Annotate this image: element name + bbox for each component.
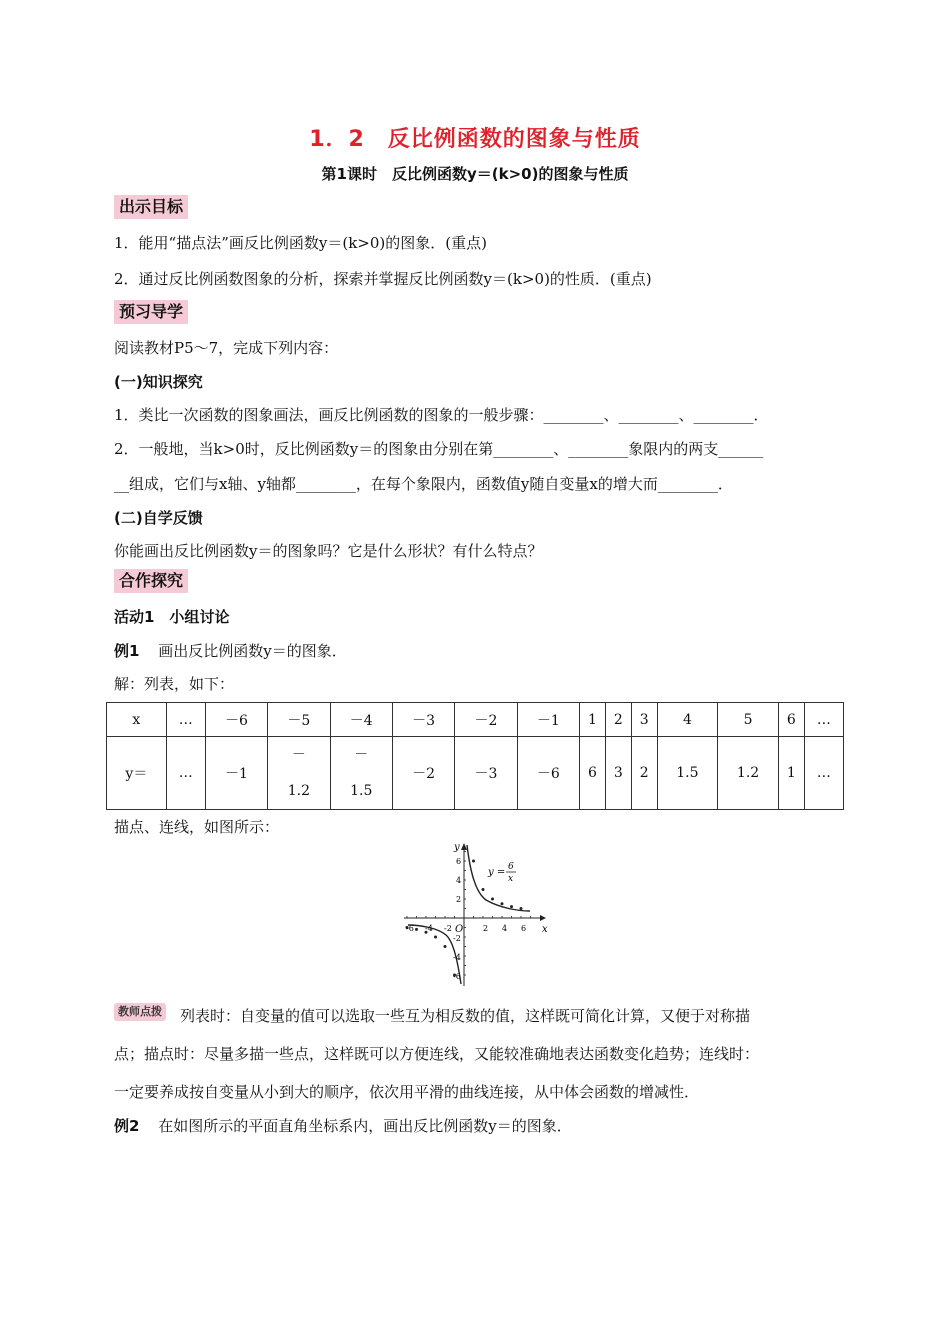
plot-caption: 描点、连线，如图所示： [114,818,280,836]
plotted-point [520,907,523,910]
table-cell: 4 [657,703,718,737]
table-cell: 1 [778,737,804,810]
table-cell: －1 [205,737,267,810]
table-cell: … [804,737,843,810]
y-tick-label: -6 [453,972,461,981]
page-title: 1．2 反比例函数的图象与性质 [309,127,641,152]
table-cell: －5 [268,703,330,737]
goal-2: 2．通过反比例函数图象的分析，探索并掌握反比例函数y＝(k>0)的性质．(重点) [114,270,652,288]
table-cell: 2 [631,737,657,810]
table-cell: 1 [580,703,606,737]
function-prefix: y = [488,867,506,878]
y-tick-label: 6 [456,857,462,866]
y-tick-label: -2 [453,934,461,943]
table-cell: 3 [605,737,631,810]
x-tick-label: -2 [444,924,452,933]
x-axis-label: x [542,924,548,935]
page-subtitle: 第1课时 反比例函数y＝(k>0)的图象与性质 [321,165,629,183]
plotted-point [444,945,447,948]
activity-title: 活动1 小组讨论 [114,608,230,626]
plotted-point [434,936,437,939]
goal-1: 1．能用“描点法”画反比例函数y＝(k>0)的图象．(重点) [114,234,487,252]
table-cell: 6 [580,737,606,810]
table-cell: … [166,737,205,810]
example-1 [114,640,347,661]
x-tick-label: 6 [521,924,527,933]
x-axis-arrow [540,915,546,921]
table-cell: 1.5 [657,737,718,810]
table-cell: 2 [605,703,631,737]
function-denominator: x [508,874,514,884]
example-2-text: 在如图所示的平面直角坐标系内，画出反比例函数y＝的图象． [158,1117,572,1135]
tip-line-2: 点；描点时：尽量多描一些点，这样既可以方便连线，又能较准确地表达函数变化趋势；连线时： [114,1045,760,1063]
teacher-tip-badge: 教师点拨 [114,1003,166,1021]
table-cell: －6 [517,737,579,810]
table-cell: x [107,703,167,737]
table-row-x [107,703,844,737]
table-cell: 3 [631,703,657,737]
table-cell: －3 [392,703,454,737]
example-1-text: 画出反比例函数y＝的图象． [158,642,347,660]
plotted-point [482,888,485,891]
x-tick-label: 2 [483,924,489,933]
tip-line-3: 一定要养成按自变量从小到大的顺序，依次用平滑的曲线连接，从中体会函数的增减性． [114,1083,700,1101]
example-2 [114,1115,572,1136]
hyperbola-graph [400,840,550,990]
question-2-line-2: __组成，它们与x轴、y轴都________，在每个象限内，函数值y随自变量x的增大而________． [114,475,733,493]
table-cell: 5 [718,703,779,737]
table-cell: －4 [330,703,392,737]
table-cell: －1 [517,703,579,737]
origin-label: O [455,924,464,935]
table-cell: 6 [778,703,804,737]
preview-intro: 阅读教材P5～7，完成下列内容： [114,339,339,357]
feedback-question: 你能画出反比例函数y＝的图象吗？它是什么形状？有什么特点？ [114,542,543,560]
y-axis-arrow [461,843,467,850]
table-cell: y＝ [107,737,167,810]
table-cell: … [166,703,205,737]
question-1: 1．类比一次函数的图象画法，画反比例函数的图象的一般步骤：________、________、________． [114,406,769,424]
plotted-point [415,928,418,931]
x-tick-label: -4 [425,924,433,933]
section-badge-preview: 预习导学 [114,300,188,324]
section-badge-goals: 出示目标 [114,195,188,219]
y-tick-label: 4 [456,876,462,885]
plotted-point [501,902,504,905]
example-1-label: 例1 [114,642,140,660]
x-tick-label: -6 [406,924,414,933]
table-cell: －3 [455,737,517,810]
function-numerator: 6 [508,862,514,872]
curve-branch-q1 [467,845,530,911]
section-badge-coop: 合作探究 [114,569,188,593]
question-2-line-1: 2．一般地，当k>0时，反比例函数y＝的图象由分别在第________、________象限内的两支______ [114,440,764,458]
example-2-label: 例2 [114,1117,140,1135]
plotted-point [472,860,475,863]
y-tick-label: -4 [453,953,461,962]
plotted-point [491,898,494,901]
table-cell: －2 [455,703,517,737]
y-tick-label: 2 [456,895,462,904]
table-cell: … [804,703,843,737]
table-cell: － 1.5 [330,737,392,810]
plotted-point [510,905,513,908]
y-axis-label: y [454,842,460,853]
value-table [106,702,844,810]
table-row-y [107,737,844,810]
table-cell: － 1.2 [268,737,330,810]
part1-title: (一)知识探究 [114,373,203,391]
table-cell: －2 [392,737,454,810]
table-cell: 1.2 [718,737,779,810]
solution-intro: 解：列表，如下： [114,675,235,693]
tip-line-1: 列表时：自变量的值可以选取一些互为相反数的值，这样既可简化计算，又便于对称描 [180,1007,751,1025]
part2-title: (二)自学反馈 [114,509,203,527]
x-tick-label: 4 [502,924,508,933]
table-cell: －6 [205,703,267,737]
